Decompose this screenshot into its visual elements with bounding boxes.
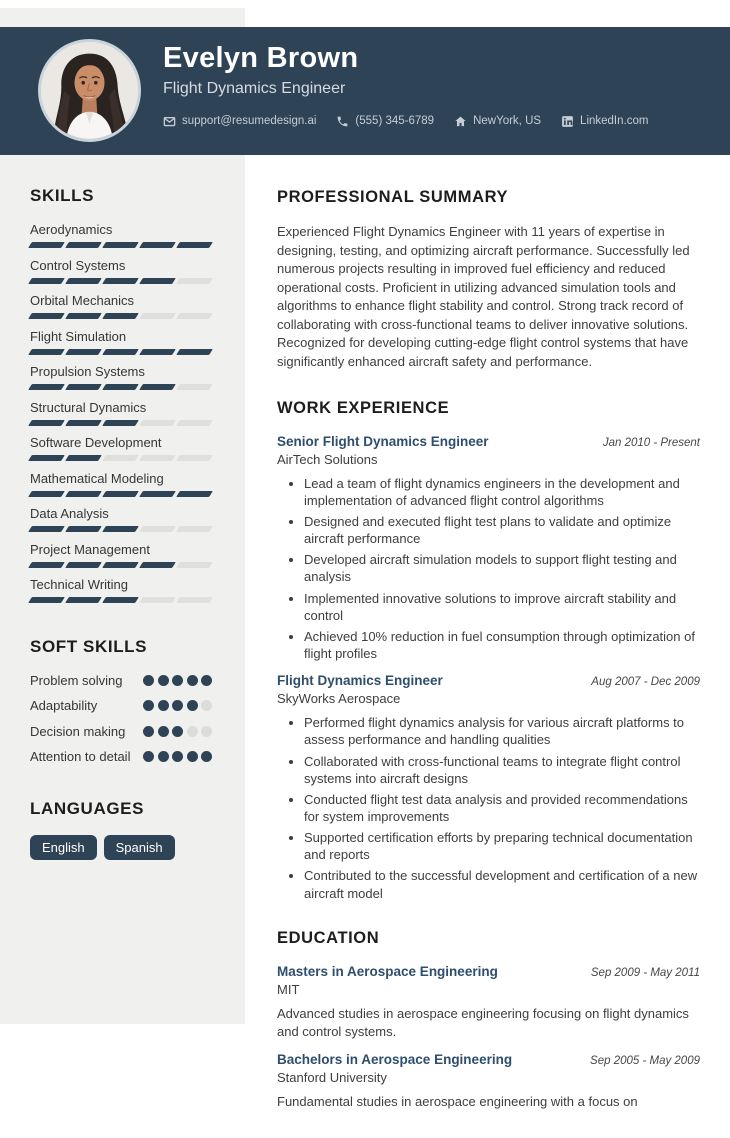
home-icon [454, 115, 467, 128]
skill-level-bar [30, 349, 212, 355]
skill-name: Data Analysis [30, 506, 109, 521]
skill-item [30, 293, 212, 319]
level-dot [187, 726, 198, 737]
skill-bar-segment [65, 562, 102, 568]
soft-skill-level-dots [143, 726, 212, 740]
skill-bar-segment [139, 313, 176, 319]
skill-bar-segment [28, 384, 65, 390]
skill-bar-segment [65, 420, 102, 426]
summary-section [277, 188, 700, 372]
skill-bar-segment [139, 491, 176, 497]
skill-bar-segment [102, 278, 139, 284]
email-icon [163, 115, 176, 128]
soft-skills-heading: SOFT SKILLS [30, 637, 148, 656]
level-dot [201, 675, 212, 686]
skill-bar-segment [65, 384, 102, 390]
job-entry [277, 434, 700, 663]
level-dot [158, 675, 169, 686]
skill-name: Orbital Mechanics [30, 293, 135, 308]
skill-bar-segment [176, 313, 213, 319]
contact-row [163, 115, 648, 128]
soft-skill-name: Adaptability [30, 698, 98, 714]
skill-level-bar [30, 313, 212, 319]
person-name: Evelyn Brown [163, 42, 359, 74]
skill-bar-segment [102, 384, 139, 390]
language-pill: Spanish [104, 835, 175, 860]
skill-bar-segment [65, 597, 102, 603]
soft-skill-level-dots [143, 751, 212, 765]
level-dot [143, 726, 154, 737]
skill-item [30, 577, 212, 603]
skill-bar-segment [28, 597, 65, 603]
skill-bar-segment [139, 242, 176, 248]
skill-bar-segment [176, 349, 213, 355]
contact-location [454, 115, 541, 128]
skill-bar-segment [102, 562, 139, 568]
main-column [277, 188, 700, 1138]
soft-skill-item [30, 749, 212, 765]
education-description: Advanced studies in aerospace engineering focusing on flight dynamics and control systems. [277, 1005, 689, 1039]
degree-title: Bachelors in Aerospace Engineering [277, 1052, 513, 1068]
summary-text: Experienced Flight Dynamics Engineer with 11 years of expertise in designing, testing, and optimizing aircraft performance. Successfully led numerous projects resulting in improved fuel efficiency and reduced operational costs. Proficient in utilizing advanced simulation tools and algorithms to enhance flight stability and control. Strong track record of collaborating with cross-functional teams to deliver innovative solutions. Recognized for developing cutting-edge flight control systems that have significantly enhanced aircraft safety and performance. [277, 224, 690, 370]
skill-bar-segment [102, 455, 139, 461]
skill-name: Structural Dynamics [30, 399, 147, 415]
resume-header [0, 27, 730, 155]
person-role: Flight Dynamics Engineer [163, 79, 346, 97]
contact-linkedin[interactable] [561, 115, 648, 128]
job-bullet: • Contributed to the successful development and certification of a new aircraft model [304, 867, 700, 901]
skill-bar-segment [102, 420, 139, 426]
job-title: Flight Dynamics Engineer [277, 673, 443, 689]
soft-skills-list [30, 673, 212, 765]
skill-bar-segment [139, 597, 176, 603]
skill-bar-segment [139, 562, 176, 568]
level-dot [158, 726, 169, 737]
skill-item [30, 364, 212, 390]
skill-name: Technical Writing [30, 577, 129, 592]
skill-bar-segment [139, 278, 176, 284]
skill-bar-segment [176, 278, 213, 284]
skill-bar-segment [176, 597, 213, 603]
experience-section [277, 399, 700, 902]
contact-email-text: support@resumedesign.ai [182, 115, 317, 128]
contact-phone-text: (555) 345-6789 [355, 115, 435, 128]
skill-level-bar [30, 597, 212, 603]
skill-bar-segment [176, 526, 213, 532]
job-bullet-list [277, 714, 700, 902]
skill-bar-segment [139, 455, 176, 461]
skill-bar-segment [65, 455, 102, 461]
skill-bar-segment [102, 491, 139, 497]
skill-bar-segment [102, 526, 139, 532]
education-list [277, 964, 700, 1112]
skill-bar-segment [28, 455, 65, 461]
linkedin-icon [561, 115, 574, 128]
job-entry [277, 673, 700, 902]
job-bullet: • Conducted flight test data analysis and provided recommendations for system improvements [304, 791, 700, 825]
education-dates: Sep 2009 - May 2011 [590, 966, 700, 979]
skill-item [30, 435, 212, 461]
skill-bar-segment [102, 597, 139, 603]
education-section [277, 929, 700, 1112]
level-dot [201, 751, 212, 762]
skill-level-bar [30, 491, 212, 497]
skill-bar-segment [28, 420, 65, 426]
skill-bar-segment [65, 242, 102, 248]
skill-bar-segment [176, 562, 213, 568]
skill-item [30, 506, 212, 532]
sidebar [30, 186, 212, 860]
school-name: MIT [277, 981, 300, 997]
job-dates: Aug 2007 - Dec 2009 [591, 676, 700, 689]
languages-heading: LANGUAGES [30, 799, 145, 818]
languages-list [30, 835, 212, 860]
skill-name: Propulsion Systems [30, 364, 145, 379]
skill-name: Aerodynamics [30, 222, 113, 237]
skill-bar-segment [28, 313, 65, 319]
education-heading: EDUCATION [277, 928, 380, 947]
education-description: Fundamental studies in aerospace engineering with a focus on [277, 1094, 638, 1110]
soft-skill-name: Attention to detail [30, 748, 131, 764]
job-bullet: • Supported certification efforts by preparing technical documentation and reports [304, 829, 700, 863]
level-dot [187, 751, 198, 762]
soft-skill-item [30, 698, 212, 714]
jobs-list [277, 434, 700, 902]
school-name: Stanford University [277, 1070, 387, 1086]
level-dot [187, 700, 198, 711]
skill-level-bar [30, 278, 212, 284]
level-dot [172, 675, 183, 686]
skill-name: Project Management [30, 541, 150, 557]
summary-heading: PROFESSIONAL SUMMARY [277, 188, 509, 206]
contact-location-text: NewYork, US [473, 115, 542, 128]
level-dot [143, 751, 154, 762]
level-dot [143, 700, 154, 711]
degree-title: Masters in Aerospace Engineering [277, 963, 498, 979]
soft-skill-item [30, 724, 212, 740]
skill-item [30, 400, 212, 426]
soft-skill-level-dots [143, 675, 212, 689]
contact-email [163, 115, 316, 128]
skill-level-bar [30, 242, 212, 248]
skill-bar-segment [65, 526, 102, 532]
soft-skill-item [30, 673, 212, 689]
skill-bar-segment [65, 491, 102, 497]
soft-skill-level-dots [143, 700, 212, 714]
skill-level-bar [30, 420, 212, 426]
skill-bar-segment [139, 526, 176, 532]
skill-level-bar [30, 384, 212, 390]
contact-phone [336, 115, 434, 128]
skill-name: Flight Simulation [30, 328, 127, 344]
job-bullet: • Achieved 10% reduction in fuel consumption through optimization of flight profiles [304, 628, 700, 662]
language-pill: English [30, 835, 97, 860]
skill-bar-segment [176, 491, 213, 497]
job-bullet: • Implemented innovative solutions to improve aircraft stability and control [304, 590, 700, 624]
skill-bar-segment [65, 278, 102, 284]
skill-item [30, 329, 212, 355]
skill-bar-segment [102, 349, 139, 355]
level-dot [172, 751, 183, 762]
skill-name: Mathematical Modeling [30, 470, 164, 486]
skills-heading: SKILLS [30, 186, 95, 205]
experience-heading: WORK EXPERIENCE [277, 398, 450, 417]
level-dot [201, 726, 212, 737]
skill-item [30, 222, 212, 248]
job-bullet: • Performed flight dynamics analysis for various aircraft platforms to assess performance and handling qualities [304, 714, 700, 748]
job-bullet: • Developed aircraft simulation models to support flight testing and analysis [304, 551, 700, 585]
skill-name: Control Systems [30, 257, 126, 273]
level-dot [172, 700, 183, 711]
skill-level-bar [30, 526, 212, 532]
level-dot [172, 726, 183, 737]
job-bullet: • Designed and executed flight test plans to validate and optimize aircraft performance [304, 513, 700, 547]
skill-bar-segment [139, 420, 176, 426]
skill-bar-segment [139, 349, 176, 355]
skill-bar-segment [139, 384, 176, 390]
skill-bar-segment [176, 455, 213, 461]
skill-bar-segment [28, 278, 65, 284]
job-title: Senior Flight Dynamics Engineer [277, 433, 489, 449]
level-dot [187, 675, 198, 686]
skill-bar-segment [28, 491, 65, 497]
education-entry [277, 1052, 700, 1111]
job-company: SkyWorks Aerospace [277, 691, 401, 707]
job-bullet: • Collaborated with cross-functional teams to integrate flight control systems into aircraft designs [304, 753, 700, 787]
skill-item [30, 258, 212, 284]
soft-skill-name: Decision making [30, 723, 126, 739]
skill-bar-segment [65, 349, 102, 355]
job-bullet-list [277, 475, 700, 663]
skill-bar-segment [176, 420, 213, 426]
job-bullet: • Lead a team of flight dynamics engineers in the development and implementation of advanced flight control algorithms [304, 475, 700, 509]
skills-list [30, 222, 212, 603]
level-dot [158, 700, 169, 711]
skill-bar-segment [28, 562, 65, 568]
profile-photo-illustration [41, 42, 138, 139]
job-dates: Jan 2010 - Present [602, 436, 700, 449]
skill-item [30, 542, 212, 568]
skill-name: Software Development [30, 435, 162, 450]
skill-bar-segment [65, 313, 102, 319]
level-dot [158, 751, 169, 762]
skill-bar-segment [28, 349, 65, 355]
job-company: AirTech Solutions [277, 451, 378, 467]
skill-bar-segment [102, 313, 139, 319]
skill-item [30, 471, 212, 497]
skill-bar-segment [176, 242, 213, 248]
level-dot [143, 675, 154, 686]
skill-level-bar [30, 562, 212, 568]
education-dates: Sep 2005 - May 2009 [590, 1055, 700, 1068]
level-dot [201, 700, 212, 711]
skill-bar-segment [28, 242, 65, 248]
skill-bar-segment [102, 242, 139, 248]
phone-icon [336, 115, 349, 128]
skill-level-bar [30, 455, 212, 461]
education-entry [277, 964, 700, 1041]
skill-bar-segment [28, 526, 65, 532]
profile-photo [38, 39, 141, 142]
soft-skill-name: Problem solving [30, 673, 123, 688]
skill-bar-segment [176, 384, 213, 390]
contact-linkedin-text: LinkedIn.com [580, 115, 649, 128]
